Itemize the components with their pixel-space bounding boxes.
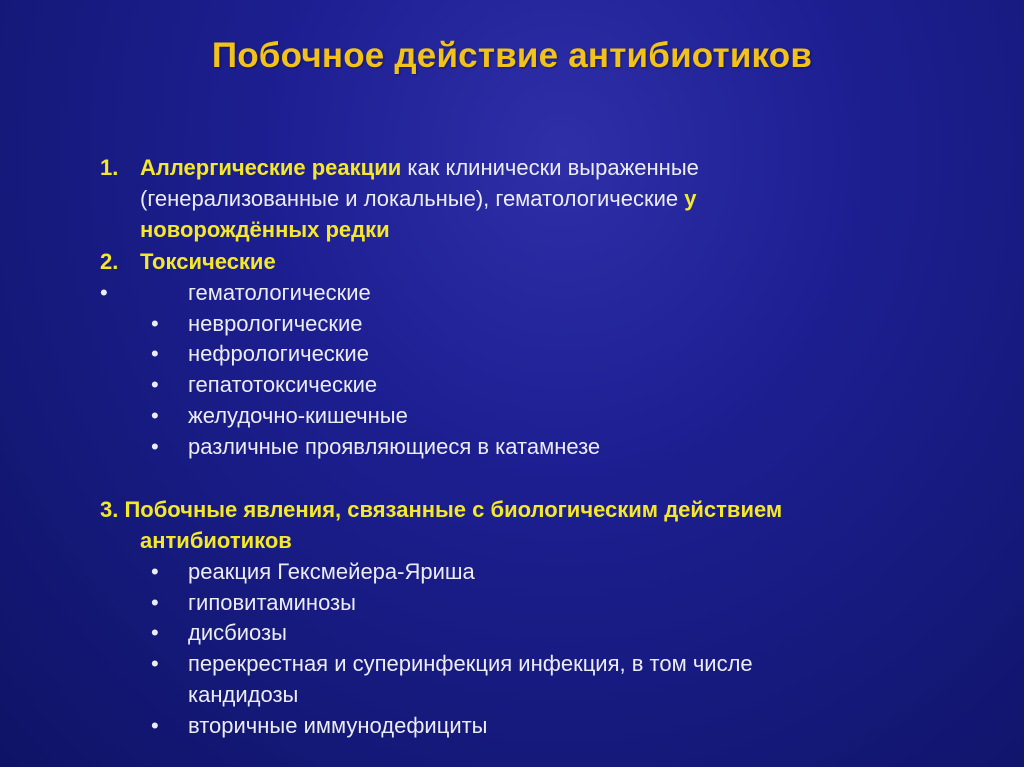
section-1-line-2-bold: у: [684, 186, 697, 211]
bullet-icon: •: [151, 590, 159, 615]
list-item: перекрестная и суперинфекция инфекция, в том числе: [188, 651, 753, 676]
list-item: реакция Гексмейера-Яриша: [188, 559, 475, 584]
list-item: вторичные иммунодефициты: [188, 713, 488, 738]
bullet-icon: •: [151, 372, 159, 397]
list-item: дисбиозы: [188, 620, 287, 645]
list-item-continuation: кандидозы: [188, 682, 299, 707]
section-2-label: Токсические: [140, 249, 276, 274]
bullet-icon: •: [151, 651, 159, 676]
bullet-icon: •: [151, 559, 159, 584]
list-item: гепатотоксические: [188, 372, 378, 397]
list-item: желудочно-кишечные: [188, 403, 408, 428]
list-item: гиповитаминозы: [188, 590, 356, 615]
bullet-icon: •: [151, 311, 159, 336]
section-1-line-2-text: (генерализованные и локальные), гематологические: [140, 186, 685, 211]
list-item: неврологические: [188, 311, 363, 336]
section-1-line-1: [140, 154, 699, 182]
section-1-label: Аллергические реакции: [140, 155, 402, 180]
list-item: нефрологические: [188, 341, 369, 366]
section-1-number: 1.: [100, 155, 119, 180]
section-1-line-2: [140, 185, 696, 213]
bullet-icon: •: [151, 341, 159, 366]
list-item: гематологические: [188, 280, 371, 305]
section-2-number: 2.: [100, 249, 119, 274]
section-1-line-1-rest: как клинически выраженные: [401, 155, 699, 180]
slide-title: Побочное действие антибиотиков: [211, 36, 813, 75]
bullet-icon: •: [151, 403, 159, 428]
section-3-line-2: антибиотиков: [140, 528, 292, 553]
list-item: различные проявляющиеся в катамнезе: [188, 434, 601, 459]
section-1-line-3: новорождённых редки: [140, 217, 390, 242]
bullet-icon: •: [151, 620, 159, 645]
section-3-line-1: 3. Побочные явления, связанные с биологическим действием: [100, 497, 783, 522]
bullet-icon: •: [151, 713, 159, 738]
bullet-icon: •: [100, 280, 108, 305]
bullet-icon: •: [151, 434, 159, 459]
